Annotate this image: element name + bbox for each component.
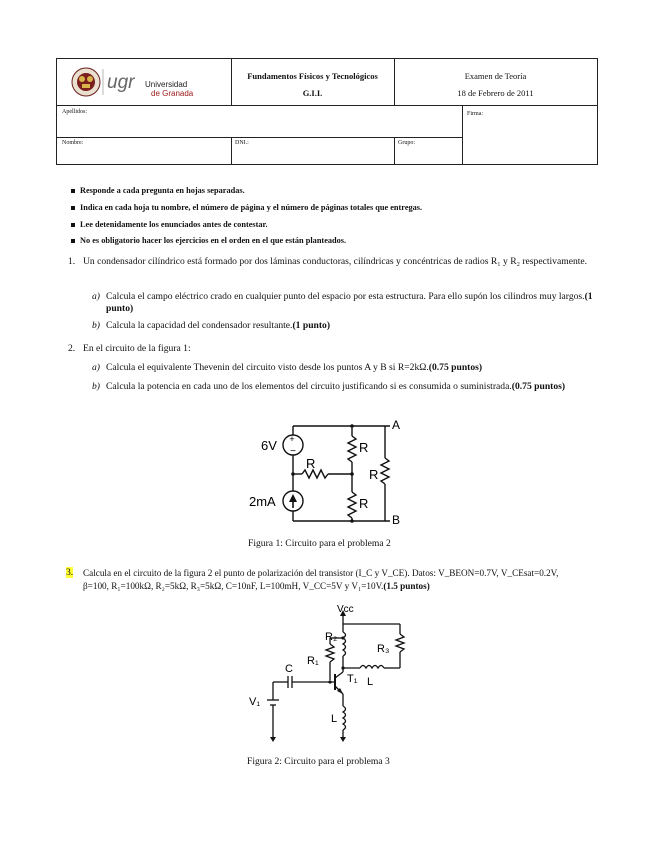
exam-header-table: [56, 58, 598, 165]
exam-type: Examen de Teoría: [464, 71, 527, 81]
current-source-label: 2mA: [249, 494, 276, 509]
problem2-a-text: Calcula el equivalente Thevenin del circuito visto desde los puntos A y B si R=2kΩ.(0.75 puntos): [106, 362, 483, 373]
svg-text:de Granada: de Granada: [151, 89, 194, 98]
ground-arrow-icon: [270, 737, 276, 742]
instruction-item: Indica en cada hoja tu nombre, el número de página y el número de páginas totales que entregas.: [80, 203, 422, 212]
problem1-a-label: a): [92, 291, 100, 302]
instruction-item: Responde a cada pregunta en hojas separadas.: [80, 186, 245, 195]
resistor-label: R: [359, 440, 369, 455]
transistor-label: T₁: [347, 673, 358, 685]
nombre-field[interactable]: Nombre:: [62, 140, 84, 146]
node-b-label: B: [392, 513, 401, 527]
resistor-label: R: [369, 467, 379, 482]
university-logo: [67, 65, 227, 101]
resistor-label: R: [359, 496, 369, 511]
university-crest-icon: [67, 65, 227, 101]
dni-field[interactable]: DNI.:: [235, 140, 249, 146]
figure2-caption: Figura 2: Circuito para el problema 3: [247, 756, 390, 767]
figure1-caption: Figura 1: Circuito para el problema 2: [248, 538, 391, 549]
svg-text:Universidad: Universidad: [145, 80, 188, 89]
problem1-b-label: b): [92, 320, 100, 331]
svg-text:ugr: ugr: [107, 72, 135, 93]
vcc-label: Vcc: [337, 604, 354, 615]
problem2-b-text: Calcula la potencia en cada uno de los elementos del circuito justificando si es consumida o suministrada.(0.75 puntos): [106, 381, 566, 392]
firma-field[interactable]: Firma:: [467, 111, 483, 117]
instruction-item: Lee detenidamente los enunciados antes de contestar.: [80, 220, 268, 229]
course-title: Fundamentos Físicos y Tecnológicos: [247, 71, 378, 81]
r2-label: R₂: [325, 631, 338, 643]
r3-label: R₃: [377, 643, 390, 655]
problem2-b-label: b): [92, 381, 100, 392]
grupo-field[interactable]: Grupo:: [398, 140, 415, 146]
figure2-circuit: [245, 602, 415, 744]
problem3-text-line1: Calcula en el circuito de la figura 2 el punto de polarización del transistor (I_C y V_CE). Datos: V_BEON=0.7V, V_CEsat=0.2V,: [83, 568, 559, 578]
ground-arrow-icon: [340, 737, 346, 742]
inductor-label: L: [367, 676, 374, 688]
exam-date: 18 de Febrero de 2011: [457, 88, 534, 98]
resistor-label: R: [306, 456, 316, 471]
problem2-text: En el circuito de la figura 1:: [83, 343, 191, 354]
problem1-b-text: Calcula la capacidad del condensador resultante.(1 punto): [106, 320, 331, 331]
v1-label: V₁: [249, 696, 261, 708]
minus-sign: −: [290, 446, 296, 457]
degree-title: G.I.I.: [302, 88, 323, 98]
apellidos-field[interactable]: Apellidos:: [62, 109, 87, 115]
problem2-a-label: a): [92, 362, 100, 373]
problem1-a-text: Calcula el campo eléctrico crado en cualquier punto del espacio por esta estructura. Para ello supón los cilindros muy largos.(1 punto): [106, 291, 593, 314]
problem3-text-line2: β=100, R₁=100kΩ, R₂=5kΩ, R₃=5kΩ, C=10nF, L=100mH, V_CC=5V y V₁=10V.(1.5 puntos): [83, 581, 430, 591]
node-a-label: A: [392, 418, 401, 432]
problem2-number: 2.: [68, 343, 76, 354]
current-arrow-icon: [289, 494, 297, 502]
figure1-circuit: [240, 412, 420, 528]
instruction-item: No es obligatorio hacer los ejercicios en el orden en el que están planteados.: [80, 236, 346, 245]
problem1-text: Un condensador cilíndrico está formado por dos láminas conductoras, cilíndricas y concéntricas de radios R₁ y R₂ respectivamente.: [83, 256, 588, 267]
problem1-number: 1.: [68, 256, 76, 267]
voltage-source-label: 6V: [261, 438, 277, 453]
capacitor-label: C: [285, 663, 293, 675]
inductor-label: L: [331, 713, 338, 725]
plus-sign: +: [289, 434, 295, 444]
r1-label: R₁: [307, 655, 319, 667]
problem3-number: 3.: [66, 567, 74, 578]
